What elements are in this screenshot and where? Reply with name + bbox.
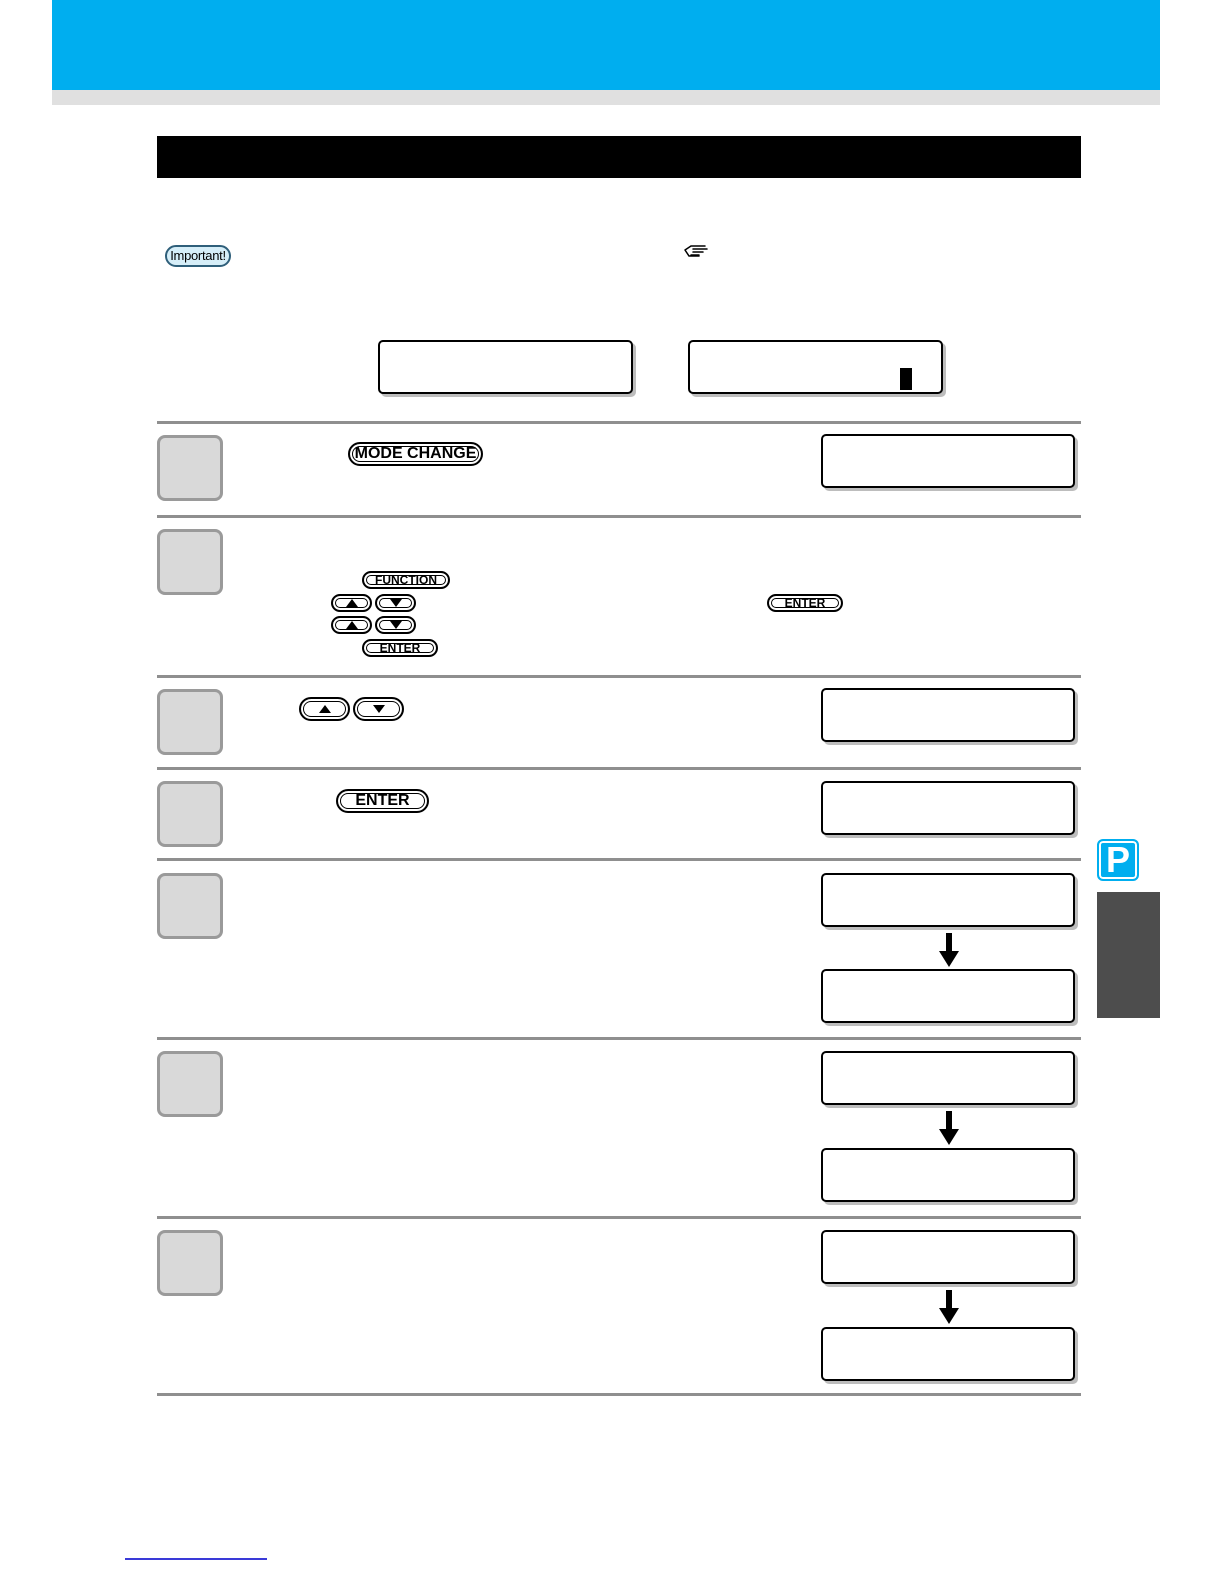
chapter-tab-block (1097, 892, 1160, 1018)
reference-hand-icon[interactable] (683, 240, 711, 260)
enter-key[interactable]: ENTER (362, 639, 438, 657)
up-key[interactable] (299, 697, 350, 721)
lcd-display-step-7b (821, 1327, 1075, 1381)
step-number-box-3 (157, 689, 223, 755)
step-divider (157, 421, 1081, 424)
enter-key[interactable]: ENTER (336, 789, 429, 813)
page-header-band (52, 0, 1160, 90)
down-arrow-icon (939, 1111, 959, 1145)
down-arrow-icon (390, 599, 402, 607)
step-divider (157, 515, 1081, 518)
down-arrow-icon (373, 705, 385, 713)
page-header-shadow (52, 90, 1160, 105)
step-number-box-7 (157, 1230, 223, 1296)
step-number-box-2 (157, 529, 223, 595)
step-divider (157, 1393, 1081, 1396)
step-divider (157, 767, 1081, 770)
lcd-display-step-1 (821, 434, 1075, 488)
step-divider (157, 1037, 1081, 1040)
down-arrow-icon (939, 933, 959, 967)
step-number-box-5 (157, 873, 223, 939)
down-arrow-icon (939, 1290, 959, 1324)
lcd-display-step-6a (821, 1051, 1075, 1105)
lcd-display-step-6b (821, 1148, 1075, 1202)
lcd-display-step-7a (821, 1230, 1075, 1284)
enter-key[interactable]: ENTER (767, 594, 843, 612)
lcd-display-step-3 (821, 688, 1075, 742)
up-key[interactable] (331, 616, 372, 634)
important-badge: Important! (165, 245, 231, 267)
lcd-display-step-5b (821, 969, 1075, 1023)
step-divider (157, 1216, 1081, 1219)
lcd-display-step-4 (821, 781, 1075, 835)
footer-link[interactable] (125, 1558, 267, 1560)
lcd-display-example-2 (688, 340, 943, 394)
section-title-bar (157, 136, 1081, 178)
chapter-tab-letter[interactable]: P (1097, 839, 1139, 881)
step-number-box-4 (157, 781, 223, 847)
lcd-display-step-5a (821, 873, 1075, 927)
up-arrow-icon (346, 599, 358, 607)
step-number-box-1 (157, 435, 223, 501)
function-key[interactable]: FUNCTION (362, 571, 450, 589)
down-arrow-icon (390, 621, 402, 629)
step-divider (157, 858, 1081, 861)
down-key[interactable] (375, 616, 416, 634)
mode-change-key[interactable]: MODE CHANGE (348, 442, 483, 466)
up-arrow-icon (346, 621, 358, 629)
step-divider (157, 675, 1081, 678)
up-arrow-icon (319, 705, 331, 713)
step-number-box-6 (157, 1051, 223, 1117)
down-key[interactable] (353, 697, 404, 721)
lcd-cursor (900, 368, 912, 390)
lcd-display-example-1 (378, 340, 633, 394)
down-key[interactable] (375, 594, 416, 612)
up-key[interactable] (331, 594, 372, 612)
